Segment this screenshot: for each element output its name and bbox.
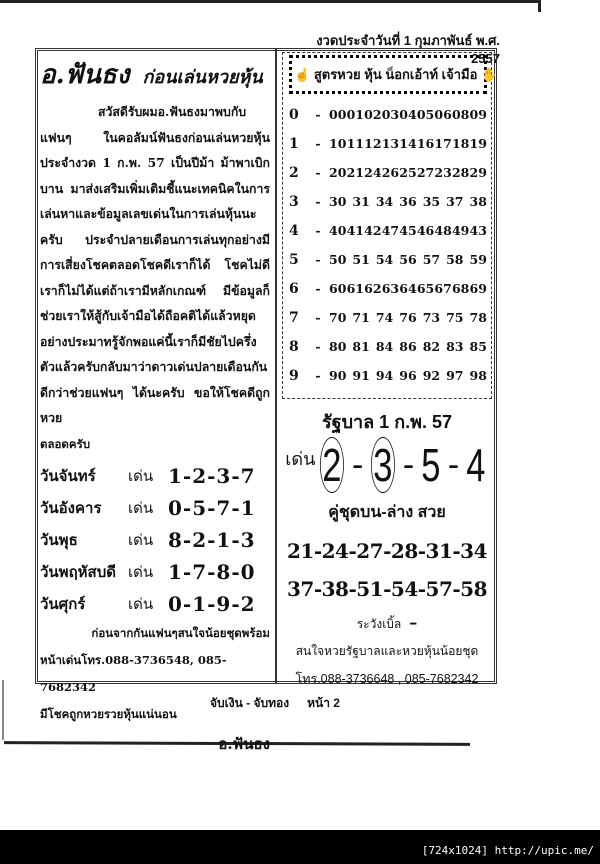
formula-value: 68	[451, 281, 470, 296]
formula-value: 64	[399, 281, 417, 296]
formula-dash: -	[315, 252, 321, 267]
formula-value: 85	[469, 339, 487, 354]
formula-row-5	[289, 245, 487, 274]
formula-value: 54	[375, 252, 394, 267]
farewell-note: ก่อนจากกันแฟนๆสนใจน้อยชุดพร้อม	[91, 625, 270, 640]
author-name: อ.ฟันธง	[40, 60, 130, 90]
formula-value: 76	[399, 310, 417, 325]
formula-key: 2	[289, 164, 299, 181]
formula-value: 25	[399, 165, 417, 180]
watermark: [724x1024] http://upic.me/	[421, 844, 594, 857]
contact-note: หน้าเด่นโทร.088-3736548, 085-7682342	[40, 652, 227, 694]
formula-value: 13	[381, 136, 400, 151]
formula-row-1	[289, 129, 487, 158]
column-subtitle: ก่อนเล่นหวยหุ้น	[142, 67, 263, 88]
formula-value: 02	[364, 107, 382, 122]
day-name: วันศุกร์	[40, 595, 86, 613]
day-name: วันอังคาร	[40, 499, 102, 517]
formula-value: 62	[364, 281, 382, 296]
formula-value: 12	[364, 136, 382, 151]
formula-value: 06	[434, 107, 452, 122]
scan-edge-top	[0, 0, 540, 3]
page-number: หน้า 2	[307, 696, 340, 710]
formula-value: 84	[375, 339, 394, 354]
day-row-tuesday	[40, 492, 270, 524]
formula-value: 49	[451, 223, 470, 238]
formula-dash: -	[315, 223, 321, 238]
play-label: เด่น	[128, 499, 154, 517]
formula-row-4	[289, 216, 487, 245]
intro-text: สวัสดีรับผมอ.ฟันธงมาพบกับแฟนๆ ในคอลัมน์ฟันธงก่อนเล่นหวยหุ้นประจำงวด 1 ก.พ. 57 เป็นปีม้า ม้าพาเบิกบาน มาส่งเสริมเพิ่มเติมชี้แนะเทคนิคในการเล่นหาและข้อมูลเลขเด่นในการเล่นหุ้นนะครับ ประจำปลายเดือนการเล่นทุกอย่างมีการเสี่ยงโชคตลอดโชคดีเราก็ได้ โชคไม่ดีเราก็ไม่ได้แต่ถ้าเรามีหลักเกณฑ์ มีข้อมูลก็ช่วยเราให้สู้กับเจ้ามือได้ถือคติได้แล้วหยุดอย่างประมาทรู้จักพอแค่นี้เราก็มีชัยไปครึ่งตัวแล้วครับกลับมาว่าดาวเด่นปลายเดือนกันดีกว่าช่วยแฟนๆ ได้นะครับ ขอให้โชคดีถูกหวย	[40, 104, 270, 425]
left-column	[40, 52, 270, 756]
formula-key: 7	[289, 309, 299, 326]
formula-row-2	[289, 158, 487, 187]
formula-value: 74	[375, 310, 394, 325]
formula-value: 36	[399, 194, 417, 209]
formula-value: 50	[329, 252, 347, 267]
formula-value: 67	[434, 281, 452, 296]
formula-value: 51	[352, 252, 370, 267]
intro-paragraph	[40, 99, 270, 431]
formula-values	[329, 107, 487, 122]
play-label: เด่น	[128, 595, 154, 613]
formula-key: 4	[289, 222, 299, 239]
formula-values	[329, 368, 487, 383]
play-label: เด่น	[285, 449, 316, 469]
day-name: วันพุธ	[40, 531, 78, 549]
formula-row-0	[289, 100, 487, 129]
formula-value: 18	[451, 136, 470, 151]
formula-value: 90	[329, 368, 347, 383]
pairs-title: คู่ชุดบน-ล่าง สวย	[328, 504, 446, 521]
formula-value: 14	[399, 136, 417, 151]
formula-value: 94	[375, 368, 394, 383]
formula-value: 27	[416, 165, 435, 180]
issue-date: งวดประจำวันที่ 1 กุมภาพันธ์ พ.ศ. 2557	[316, 33, 500, 66]
featured-digit-circled: 3	[371, 437, 395, 493]
formula-value: 70	[329, 310, 347, 325]
formula-value: 45	[399, 223, 417, 238]
formula-value: 78	[469, 310, 487, 325]
formula-value: 59	[469, 252, 487, 267]
formula-value: 16	[416, 136, 435, 151]
formula-values	[329, 252, 487, 267]
formula-row-9	[289, 361, 487, 390]
formula-value: 58	[446, 252, 464, 267]
formula-value: 05	[416, 107, 435, 122]
day-name: วันจันทร์	[40, 467, 96, 485]
day-numbers: 8-2-1-3	[168, 527, 256, 552]
formula-key: 3	[289, 193, 299, 210]
beware-double	[282, 613, 492, 634]
daily-picks	[40, 460, 270, 620]
day-numbers: 1-7-8-0	[168, 559, 256, 584]
formula-value: 92	[422, 368, 441, 383]
scan-edge-left	[2, 680, 4, 740]
formula-dash: -	[315, 194, 321, 209]
formula-row-8	[289, 332, 487, 361]
formula-dash: -	[315, 281, 321, 296]
formula-value: 91	[352, 368, 370, 383]
digit-separator: -	[351, 445, 364, 484]
formula-value: 20	[329, 165, 347, 180]
formula-value: 37	[446, 194, 464, 209]
formula-value: 80	[329, 339, 347, 354]
day-row-monday	[40, 460, 270, 492]
day-row-thursday	[40, 556, 270, 588]
formula-value: 38	[469, 194, 487, 209]
formula-key: 8	[289, 338, 299, 355]
formula-values	[329, 165, 487, 180]
column-divider	[275, 48, 277, 684]
formula-value: 41	[346, 223, 364, 238]
pairs-line-1: 21-24-27-28-31-34	[287, 539, 487, 563]
formula-box	[282, 52, 498, 399]
beware-label: ระวังเบิ้ล	[356, 617, 402, 631]
featured-digit: 5	[421, 439, 441, 491]
formula-value: 96	[399, 368, 417, 383]
formula-value: 04	[399, 107, 417, 122]
formula-row-6	[289, 274, 487, 303]
formula-value: 57	[422, 252, 441, 267]
formula-value: 01	[346, 107, 364, 122]
column-title	[40, 54, 270, 95]
formula-value: 35	[422, 194, 441, 209]
formula-row-3	[289, 187, 487, 216]
formula-value: 86	[399, 339, 417, 354]
play-label: เด่น	[128, 531, 154, 549]
formula-title: สูตรหวย หุ้น น็อกเอ้าท์ เจ้ามือ	[313, 67, 478, 82]
formula-dash: -	[315, 136, 321, 151]
formula-row-7	[289, 303, 487, 332]
formula-value: 21	[346, 165, 364, 180]
formula-value: 47	[381, 223, 400, 238]
formula-value: 60	[329, 281, 347, 296]
formula-value: 31	[352, 194, 370, 209]
digit-separator: -	[447, 445, 460, 484]
formula-values	[329, 339, 487, 354]
formula-values	[329, 310, 487, 325]
featured-digit-circled: 2	[320, 437, 344, 493]
hand-icon: ✋	[481, 67, 498, 82]
play-label: เด่น	[128, 467, 154, 485]
publication-name: จับเงิน - จับทอง	[210, 696, 290, 710]
formula-value: 03	[381, 107, 400, 122]
formula-key: 9	[289, 367, 299, 384]
formula-dash: -	[315, 107, 321, 122]
formula-value: 42	[364, 223, 382, 238]
luck-note: มีโชคถูกหวยรวยหุ้นแน่นอน	[40, 706, 177, 721]
formula-value: 46	[416, 223, 435, 238]
day-numbers: 0-5-7-1	[168, 495, 256, 520]
day-row-wednesday	[40, 524, 270, 556]
government-lottery-title: รัฐบาล 1 ก.พ. 57	[322, 412, 452, 432]
right-column	[282, 52, 498, 689]
formula-value: 61	[346, 281, 364, 296]
formula-value: 09	[469, 107, 487, 122]
formula-value: 71	[352, 310, 370, 325]
pointing-hand-icon: ☝	[294, 67, 311, 82]
formula-value: 10	[329, 136, 347, 151]
formula-value: 30	[329, 194, 347, 209]
day-numbers: 1-2-3-7	[168, 463, 256, 488]
formula-value: 40	[329, 223, 347, 238]
formula-value: 17	[434, 136, 452, 151]
formula-value: 98	[469, 368, 487, 383]
formula-value: 48	[434, 223, 452, 238]
formula-value: 73	[422, 310, 441, 325]
scan-edge-right	[538, 0, 541, 12]
digit-separator: -	[402, 445, 415, 484]
featured-numbers	[282, 436, 492, 494]
formula-value: 81	[352, 339, 370, 354]
formula-dash: -	[315, 368, 321, 383]
formula-key: 6	[289, 280, 299, 297]
formula-value: 23	[434, 165, 452, 180]
day-name: วันพฤหัสบดี	[40, 563, 116, 581]
formula-value: 00	[329, 107, 347, 122]
formula-key: 0	[289, 106, 299, 123]
play-label: เด่น	[128, 563, 154, 581]
formula-values	[329, 136, 487, 151]
formula-values	[329, 281, 487, 296]
featured-digit: 4	[466, 439, 486, 491]
formula-value: 34	[375, 194, 394, 209]
formula-value: 75	[446, 310, 464, 325]
formula-key: 1	[289, 135, 299, 152]
formula-header	[289, 55, 498, 94]
formula-value: 26	[381, 165, 400, 180]
closing-text: ตลอดครับ	[40, 436, 91, 451]
formula-value: 19	[469, 136, 487, 151]
formula-value: 29	[469, 165, 487, 180]
formula-dash: -	[315, 339, 321, 354]
formula-value: 63	[381, 281, 400, 296]
beware-value: –	[409, 613, 418, 632]
formula-value: 97	[446, 368, 464, 383]
formula-values	[329, 194, 487, 209]
formula-value: 82	[422, 339, 441, 354]
interest-note: สนใจหวยรัฐบาลและหวยหุ้นน้อยชุด	[295, 644, 479, 658]
signature: อ.ฟันธง	[218, 734, 270, 753]
formula-value: 24	[364, 165, 382, 180]
formula-value: 83	[446, 339, 464, 354]
formula-dash: -	[315, 165, 321, 180]
formula-value: 69	[469, 281, 487, 296]
formula-key: 5	[289, 251, 299, 268]
formula-value: 28	[451, 165, 470, 180]
formula-value: 11	[346, 136, 364, 151]
formula-value: 08	[451, 107, 470, 122]
formula-value: 65	[416, 281, 435, 296]
formula-values	[329, 223, 487, 238]
formula-value: 43	[469, 223, 487, 238]
phone-contact: โทร.088-3736648 , 085-7682342	[295, 672, 479, 686]
page-footer	[210, 694, 340, 713]
formula-value: 56	[399, 252, 417, 267]
day-numbers: 0-1-9-2	[168, 591, 256, 616]
formula-dash: -	[315, 310, 321, 325]
pairs-line-2: 37-38-51-54-57-58	[287, 577, 487, 601]
day-row-friday	[40, 588, 270, 620]
